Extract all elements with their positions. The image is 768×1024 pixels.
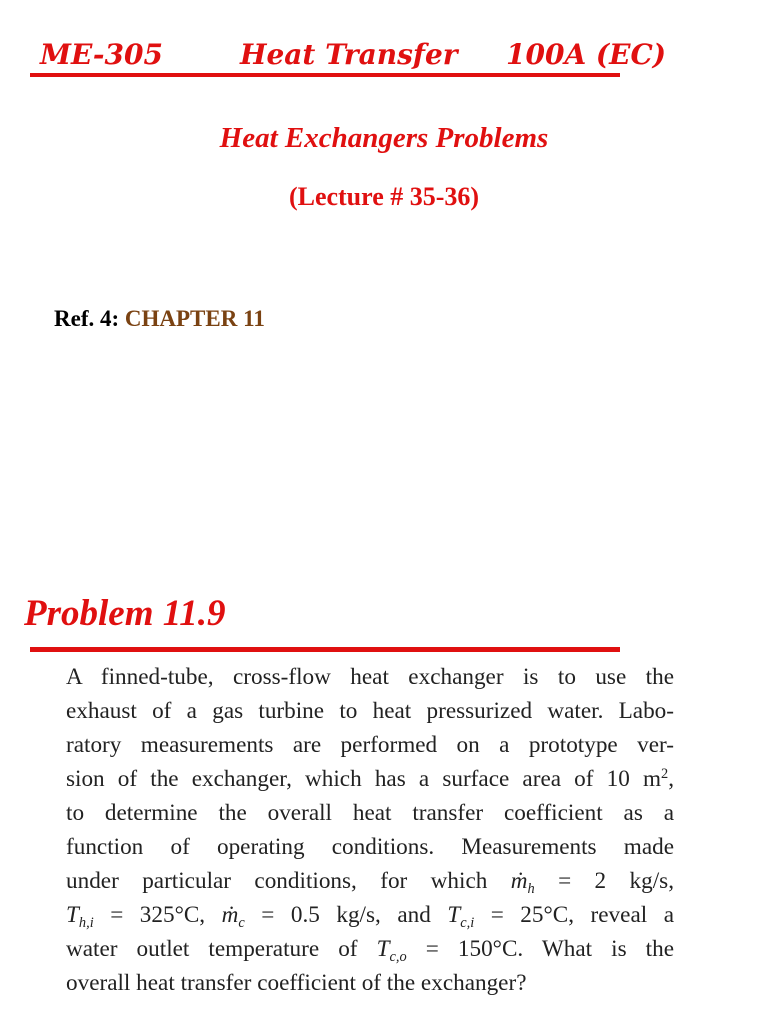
course-header <box>40 38 700 78</box>
course-subject: Heat Transfer <box>240 38 458 71</box>
statement-text: water outlet temperature of <box>66 936 377 962</box>
statement-line <box>66 898 674 932</box>
statement-line: exhaust of a gas turbine to heat pressurized water. Labo- <box>66 698 674 724</box>
statement-text: = 0.5 kg/s, and <box>244 902 448 928</box>
statement-line: overall heat transfer coefficient of the exchanger? <box>66 970 527 996</box>
cold-mass-flow-subscript: c <box>238 915 245 932</box>
statement-line: function of operating conditions. Measurements made <box>66 834 674 860</box>
cold-outlet-temp-symbol: T <box>376 936 390 962</box>
hot-mass-flow-subscript: h <box>527 881 535 898</box>
cold-inlet-temp-subscript: c,i <box>460 915 475 932</box>
statement-text: under particular conditions, for which <box>66 868 511 894</box>
hot-inlet-temp-subscript: h,i <box>78 915 94 932</box>
area-exponent: 2 <box>661 766 669 783</box>
statement-line <box>66 932 674 966</box>
hot-inlet-temp-symbol: T <box>66 902 79 928</box>
reference-line <box>54 306 265 332</box>
statement-text: sion of the exchanger, which has a surface area of 10 m <box>66 766 662 792</box>
statement-text: , <box>668 766 674 792</box>
statement-line: ratory measurements are performed on a prototype ver- <box>66 732 674 758</box>
cold-outlet-temp-subscript: c,o <box>389 949 407 966</box>
statement-text: = 25°C, reveal a <box>474 902 674 928</box>
statement-line: to determine the overall heat transfer coefficient as a <box>66 800 674 826</box>
problem-underline <box>30 647 620 652</box>
lecture-subtitle: (Lecture # 35-36) <box>288 182 480 211</box>
reference-label: Ref. 4: <box>54 306 120 331</box>
statement-line: A finned-tube, cross-flow heat exchanger is to use the <box>66 664 674 690</box>
hot-mass-flow-symbol: ṁ <box>510 868 528 894</box>
course-code: ME-305 <box>40 38 163 71</box>
problem-statement <box>66 660 674 1000</box>
course-section: 100A (EC) <box>506 38 667 71</box>
statement-text: = 150°C. What is the <box>406 936 674 962</box>
statement-text: = 325°C, <box>93 902 222 928</box>
statement-text: = 2 kg/s, <box>534 868 674 894</box>
cold-inlet-temp-symbol: T <box>447 902 461 928</box>
cold-mass-flow-symbol: ṁ <box>221 902 239 928</box>
reference-chapter: CHAPTER 11 <box>124 306 265 331</box>
header-underline <box>30 73 620 77</box>
statement-line <box>66 864 674 898</box>
statement-line <box>66 762 674 796</box>
problem-title: Problem 11.9 <box>24 593 226 634</box>
page-title: Heat Exchangers Problems <box>219 122 549 154</box>
